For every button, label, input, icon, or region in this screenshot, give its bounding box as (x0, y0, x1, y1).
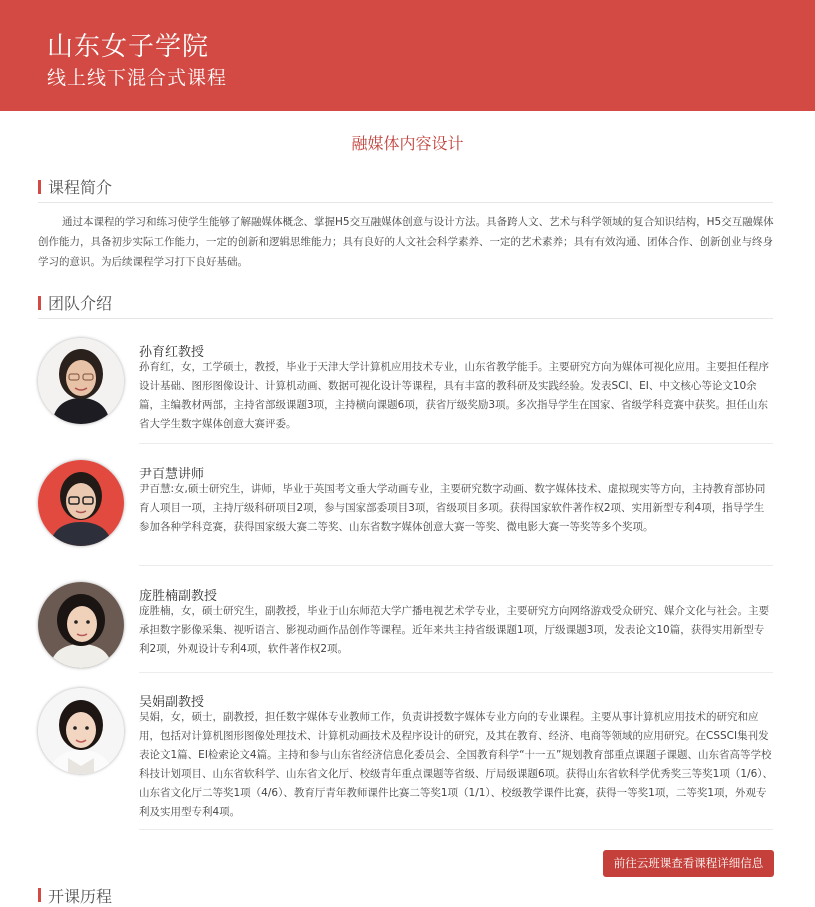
member-name: 庞胜楠副教授 (139, 589, 218, 604)
member-bio: 庞胜楠，女，硕士研究生，副教授，毕业于山东师范大学广播电视艺术学专业，主要研究方向网络游戏受众研究、媒介文化与社会。主要承担数字影像采集、视听语言、影视动画作品创作等课程。近年来共主持省级课题1项，厅级课题3项，发表论文10篇，获得实用新型专利2项，外观设计专利4项，软件著作权2项。 (139, 605, 769, 655)
page-header (0, 0, 815, 111)
course-title: 融媒体内容设计 (351, 134, 464, 153)
member-bio: 吴娟，女，硕士，副教授，担任数字媒体专业教师工作，负责讲授数字媒体专业方向的专业课程。主要从事计算机应用技术的研究和应用，包括对计算机图形图像处理技术、计算机动画技术及程序设计的研究，及其在教育、经济、电商等领域的应用研究。在CSSCI集刊发表论文1篇、EI检索论文4篇。主持和参与山东省经济信息化委员会、全国教育科学“十一五”规划教育部重点课题子课题、山东省高等学校科技计划项目、山东省软科学、山东省文化厅、校级青年重点课题等省级、厅局级课题6项。获得山东省软科学优秀奖三等奖1项（1/6）、山东省文化厅二等奖1项（4/6）、教育厅青年教师课件比赛二等奖1项（1/1）、校级教学课件比赛，获得一等奖1项，二等奖1项，外观专利及实用型专利4项。 (139, 711, 774, 818)
member-avatar (38, 582, 124, 668)
member-bio: 孙育红，女，工学硕士，教授，毕业于天津大学计算机应用技术专业，山东省教学能手。主要研究方向为媒体可视化应用。主要担任程序设计基础、图形图像设计、计算机动画、数据可视化设计等课程，具有丰富的教科研及实践经验。发表SCI、EI、中文核心等论文10余篇，主编教材两部，主持省部级课题3项，主持横向课题6项，获省厅级奖励3项。多次指导学生在国家、省级学科竞赛中获奖。担任山东省大学生数字媒体创意大赛评委。 (139, 361, 769, 430)
section-course-history (38, 884, 773, 904)
section-title: 团队介绍 (48, 294, 113, 313)
member-divider (139, 565, 773, 566)
member-name: 孙育红教授 (139, 345, 205, 360)
section-marker (38, 180, 41, 194)
view-course-details-button[interactable]: 前往云班课查看课程详细信息 (603, 850, 774, 877)
section-marker (38, 888, 41, 902)
section-title: 开课历程 (48, 887, 113, 906)
section-title: 课程简介 (48, 178, 113, 197)
school-name: 山东女子学院 (47, 32, 210, 62)
section-marker (38, 296, 41, 310)
member-divider (139, 443, 773, 444)
member-avatar (38, 688, 124, 774)
member-divider (139, 672, 773, 673)
member-divider (139, 829, 773, 830)
member-bio: 尹百慧:女,硕士研究生，讲师，毕业于英国考文垂大学动画专业，主要研究数字动画、数字媒体技术、虚拟现实等方向，主持教育部协同育人项目一项，主持厅级科研项目2项，参与国家部委项目3项，省级项目多项。获得国家软件著作权2项、实用新型专利4项，指导学生参加各种学科竞赛，获得国家级大赛二等奖、山东省数字媒体创意大赛一等奖、微电影大赛一等奖等多个奖项。 (139, 483, 766, 533)
member-avatar (38, 460, 124, 546)
course-type: 线上线下混合式课程 (47, 67, 228, 89)
section-course-intro (38, 175, 773, 203)
member-avatar (38, 338, 124, 424)
member-name: 吴娟副教授 (139, 695, 205, 710)
member-name: 尹百慧讲师 (139, 467, 205, 482)
section-team (38, 291, 773, 319)
course-intro-text: 通过本课程的学习和练习使学生能够了解融媒体概念、掌握H5交互融媒体创意与设计方法。具备跨人文、艺术与科学领域的复合知识结构，H5交互融媒体创作能力，具备初步实际工作能力，一定的创新和逻辑思维能力；具有良好的人文社会科学素养、一定的艺术素养；具有有效沟通、团体合作、创新创业与终身学习的意识。为后续课程学习打下良好基础。 (38, 216, 774, 268)
